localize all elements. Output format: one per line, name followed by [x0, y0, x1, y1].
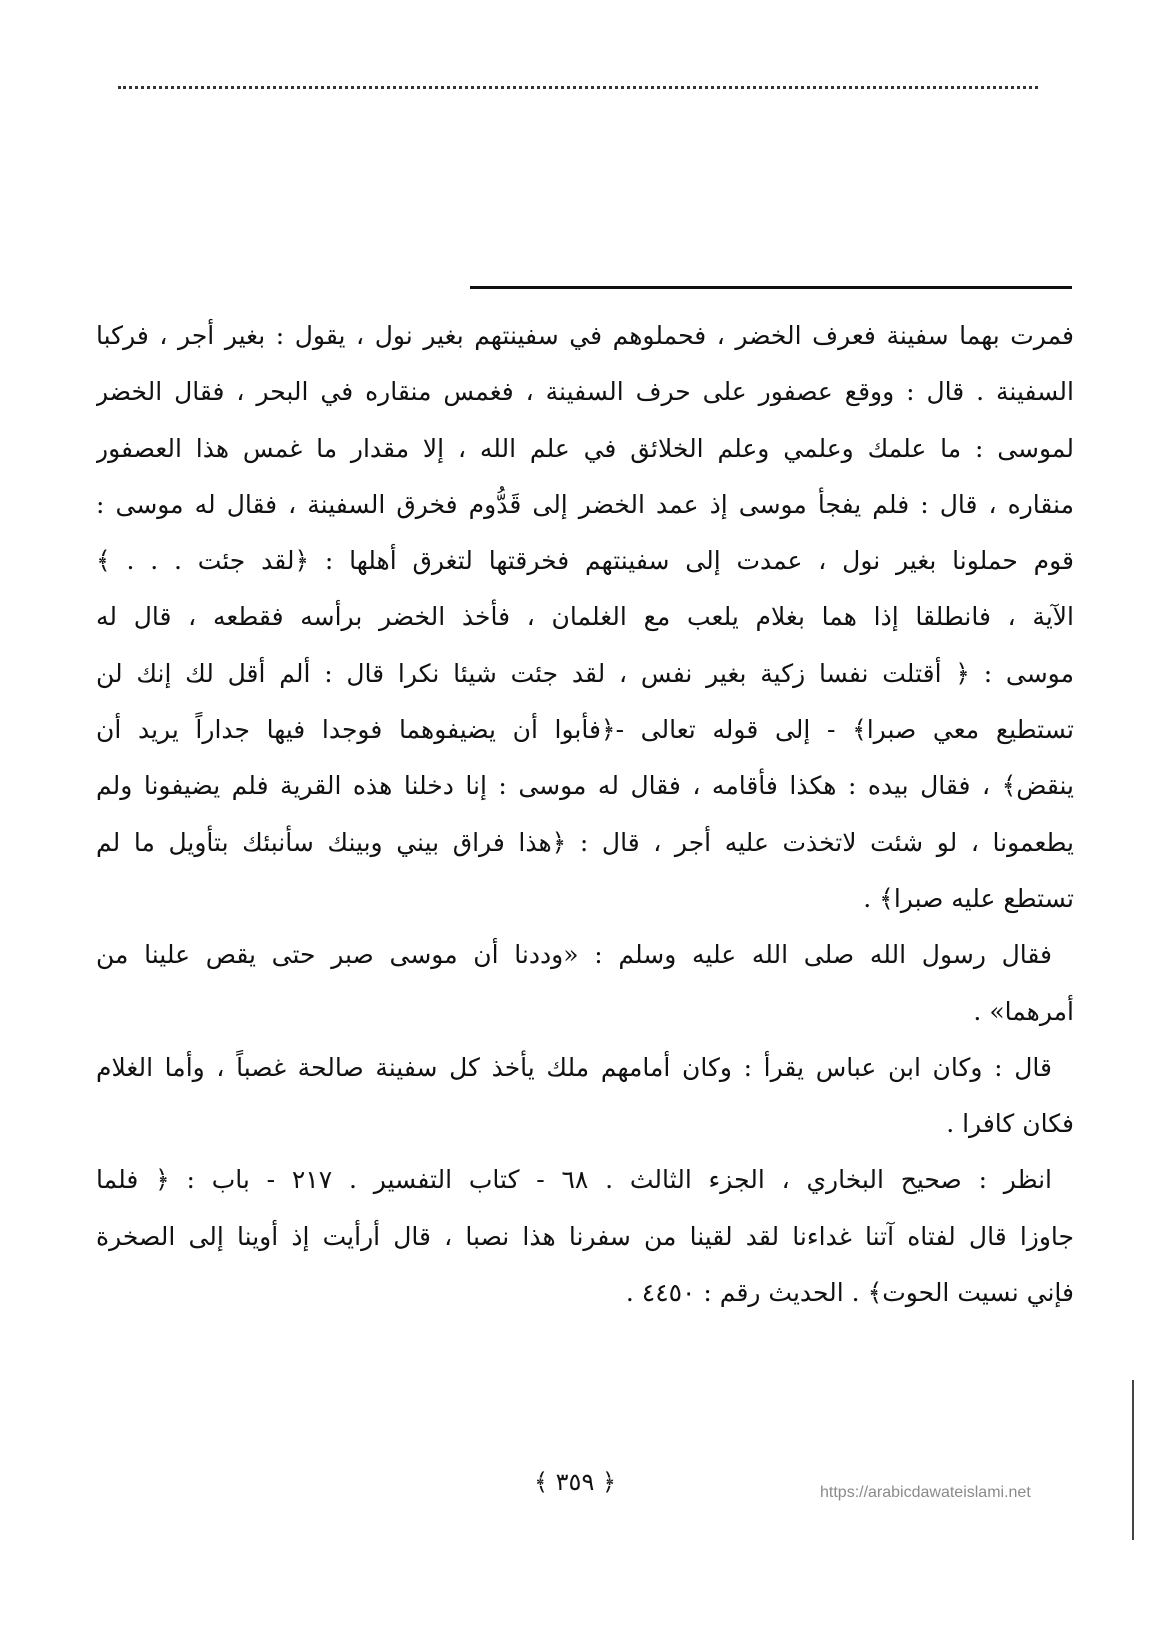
- section-rule: [470, 286, 1072, 289]
- scan-edge-mark: [1132, 1380, 1134, 1540]
- text-line: تستطيع معي صبرا﴾ - إلى قوله تعالى -﴿فأبوا أن يضيفوهما فوجدا فيها جداراً يريد أن: [96, 715, 1074, 745]
- text-line: ينقض﴾ ، فقال بيده : هكذا فأقامه ، فقال له موسى : إنا دخلنا هذه القرية فلم يضيفونا ولم: [96, 771, 1074, 801]
- dotted-header-separator: [118, 86, 1038, 99]
- paragraph-3: [96, 1040, 1074, 1153]
- paragraph-4: [96, 1152, 1074, 1321]
- text-line: السفينة . قال : ووقع عصفور على حرف السفينة ، فغمس منقاره في البحر ، فقال الخضر: [96, 377, 1074, 407]
- text-line: لموسى : ما علمك وعلمي وعلم الخلائق في علم الله ، إلا مقدار ما غمس هذا العصفور: [96, 433, 1074, 463]
- text-line: فإني نسيت الحوت﴾ . الحديث رقم : ٤٤٥٠ .: [625, 1278, 1074, 1308]
- text-line: فكان كافرا .: [946, 1109, 1074, 1139]
- paragraph-2: [96, 927, 1074, 1040]
- text-line: منقاره ، قال : فلم يفجأ موسى إذ عمد الخضر إلى قَدُّوم فخرق السفينة ، فقال له موسى :: [96, 489, 1074, 519]
- text-line: الآية ، فانطلقا إذا هما بغلام يلعب مع الغلمان ، فأخذ الخضر برأسه فقطعه ، قال له: [96, 602, 1074, 632]
- text-line: تستطع عليه صبرا﴾ .: [863, 883, 1074, 913]
- text-line: جاوزا قال لفتاه آتنا غداءنا لقد لقينا من سفرنا هذا نصبا ، قال أرأيت إذ أوينا إلى الصخرة: [96, 1221, 1074, 1251]
- page-body: [96, 308, 1074, 1321]
- text-line: قال : وكان ابن عباس يقرأ : وكان أمامهم ملك يأخذ كل سفينة صالحة غصباً ، وأما الغلام: [96, 1052, 1052, 1082]
- text-line: فقال رسول الله صلى الله عليه وسلم : «وددنا أن موسى صبر حتى يقص علينا من: [96, 940, 1052, 970]
- text-line: فمرت بهما سفينة فعرف الخضر ، فحملوهم في سفينتهم بغير نول ، يقول : بغير أجر ، فركبا: [96, 321, 1074, 350]
- text-line: قوم حملونا بغير نول ، عمدت إلى سفينتهم فخرقتها لتغرق أهلها : ﴿لقد جئت . . . ﴾: [96, 546, 1074, 576]
- text-line: انظر : صحيح البخاري ، الجزء الثالث . ٦٨ - كتاب التفسير . ٢١٧ - باب : ﴿ فلما: [96, 1165, 1052, 1195]
- text-line: يطعمونا ، لو شئت لاتخذت عليه أجر ، قال : ﴿هذا فراق بيني وبينك سأنبئك بتأويل ما لم: [96, 827, 1074, 857]
- text-line: أمرهما» .: [973, 996, 1074, 1026]
- text-line: موسى : ﴿ أقتلت نفسا زكية بغير نفس ، لقد جئت شيئا نكرا قال : ألم أقل لك إنك لن: [96, 658, 1074, 688]
- page-number: ﴿ ٣٥٩ ﴾: [533, 1468, 617, 1496]
- paragraph-1: [96, 308, 1074, 927]
- source-watermark: https://arabicdawateislami.net: [820, 1484, 1031, 1501]
